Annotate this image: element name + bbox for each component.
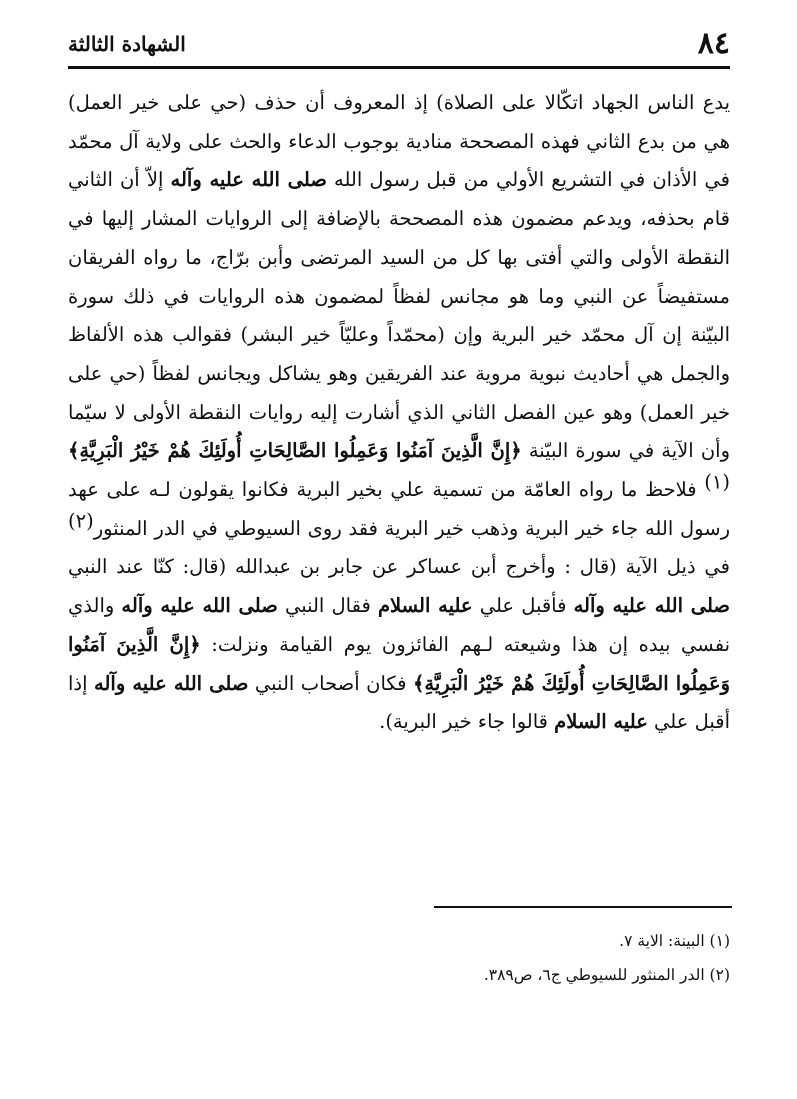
honorific-phrase: صلى الله عليه وآله (170, 168, 327, 192)
body-text-segment: إلاّ أن الثاني قام بحذفه، ويدعم مضمون هذه المصححة بالإضافة إلى الروايات المشار إليها في النقطة الأولى والتي أفتى بها كل من السيد المرتضى وأبن برّاج، ما رواه الفريقان مستفيضاً عن النبي وما هو مجانس لفظاً لمضمون هذه الروايات في ذلك سورة البيّنة إن آل محمّد خير البرية وإن (محمّداً وعليّاً خير البشر) فقوالب هذه الألفاظ والجمل هي أحاديث نبوية مروية عند الفريقين وهو يشاكل ويجانس لفظاً (حي على خير العمل) وهو عين الفصل الثاني الذي أشارت إليه روايات النقطة الأولى لا سيّما وأن الآية في سورة البيّنة (68, 168, 730, 463)
honorific-phrase: صلى الله عليه وآله (121, 594, 278, 618)
body-text-segment: يدع الناس الجهاد اتكّالا على الصلاة) إذ المعروف أن حذف (حي على خير العمل) هي من بدع الثاني فهذه المصححة منادية بوجوب الدعاء والحث على ولاية آل محمّد في الأذان في التشريع الأولي من قبل رسول الله (68, 91, 730, 192)
body-paragraph (68, 84, 730, 742)
body-text-segment: قالوا جاء خير البرية). (379, 710, 555, 734)
body-text-segment: فقال النبي (277, 594, 378, 618)
body-text-segment: فلاحظ ما رواه العامّة من تسمية علي بخير البرية فكانوا يقولون لـه على عهد رسول الله جاء خير البرية وذهب خير البرية فقد روى السيوطي في الدر المنثور (68, 478, 730, 540)
footnotes (68, 924, 730, 992)
quran-verse: ﴿إِنَّ الَّذِينَ آمَنُوا وَعَمِلُوا الصَّالِحَاتِ أُولَئِكَ هُمْ خَيْرُ الْبَرِيَّةِ﴾ (68, 632, 731, 695)
page-header (68, 22, 730, 66)
body-text-segment: في ذيل الآية (قال : وأخرج أبن عساكر عن جابر بن عبدالله (قال: كنّا عند النبي (68, 555, 730, 579)
honorific-phrase: صلى الله عليه وآله (573, 594, 730, 618)
honorific-phrase: صلى الله عليه وآله (94, 671, 249, 695)
page-number: ٨٤ (697, 26, 730, 61)
body-text-segment: فأقبل علي (472, 594, 574, 618)
honorific-phrase: عليه السلام (377, 594, 473, 618)
body-text-segment: فكان أصحاب النبي (248, 671, 413, 695)
header-rule (68, 66, 730, 69)
footnote-ref-1[interactable]: (١) (704, 470, 730, 494)
honorific-phrase: عليه السلام (554, 710, 648, 734)
footnote-1: (١) البينة: الاية ٧. (619, 932, 730, 950)
body-text-segment: إذا أقبل علي (68, 671, 730, 734)
body-text-segment: والذي نفسي بيده إن هذا وشيعته لـهم الفائزون يوم القيامة ونزلت: (68, 594, 730, 656)
quran-verse: ﴿إِنَّ الَّذِينَ آمَنُوا وَعَمِلُوا الصَّالِحَاتِ أُولَئِكَ هُمْ خَيْرُ الْبَرِيَّةِ﴾ (68, 439, 522, 463)
footnote-separator (434, 906, 732, 908)
footnote-2: (٢) الدر المنثور للسيوطي ج٦، ص٣٨٩. (483, 966, 730, 984)
footnote-ref-2[interactable]: (٢) (68, 509, 94, 533)
running-title: الشهادة الثالثة (68, 32, 186, 56)
